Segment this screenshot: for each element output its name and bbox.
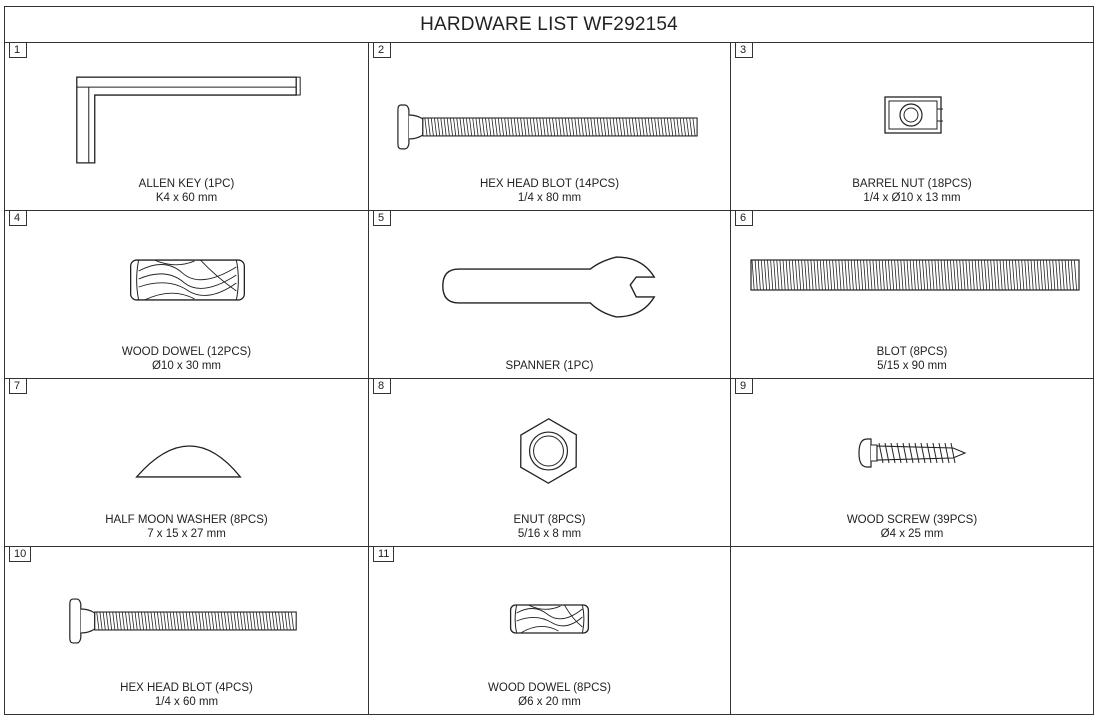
hardware-item-2 xyxy=(369,43,731,211)
hardware-item-10 xyxy=(5,547,369,714)
item-name: SPANNER (1PC) xyxy=(505,360,594,372)
hardware-item-7 xyxy=(5,379,369,547)
item-size: 1/4 x 80 mm xyxy=(517,192,582,204)
item-size: 1/4 x Ø10 x 13 mm xyxy=(863,192,961,204)
allen-key-icon xyxy=(5,59,368,171)
item-number: 1 xyxy=(9,43,27,58)
barrel-nut-icon xyxy=(731,59,1093,171)
item-name: BARREL NUT (18PCS) xyxy=(852,178,972,190)
item-size: 7 x 15 x 27 mm xyxy=(147,528,226,540)
item-size: 1/4 x 60 mm xyxy=(154,696,219,708)
hex-head-bolt-icon xyxy=(5,563,368,675)
item-number: 4 xyxy=(9,211,27,226)
item-number: 6 xyxy=(735,211,753,226)
item-number: 7 xyxy=(9,379,27,394)
spanner-icon xyxy=(369,227,730,339)
item-name: HALF MOON WASHER (8PCS) xyxy=(105,514,268,526)
hardware-grid xyxy=(5,43,1093,714)
hardware-item-4 xyxy=(5,211,369,379)
item-number: 8 xyxy=(373,379,391,394)
item-number: 3 xyxy=(735,43,753,58)
item-name: WOOD DOWEL (12PCS) xyxy=(121,346,252,358)
item-name: HEX HEAD BLOT (14PCS) xyxy=(479,178,620,190)
hardware-sheet xyxy=(4,6,1094,715)
page-title: HARDWARE LIST WF292154 xyxy=(5,7,1093,43)
wood-screw-icon xyxy=(731,395,1093,507)
item-number: 9 xyxy=(735,379,753,394)
hex-head-bolt-icon xyxy=(369,59,730,171)
item-name: WOOD DOWEL (8PCS) xyxy=(488,682,611,694)
hardware-item-3 xyxy=(731,43,1093,211)
hardware-item-5 xyxy=(369,211,731,379)
item-size: Ø4 x 25 mm xyxy=(880,528,944,540)
hardware-item-1 xyxy=(5,43,369,211)
item-size: Ø10 x 30 mm xyxy=(151,360,222,372)
item-size: 5/16 x 8 mm xyxy=(517,528,582,540)
item-name: BLOT (8PCS) xyxy=(876,346,948,358)
item-size: 5/15 x 90 mm xyxy=(877,360,947,372)
threaded-rod-icon xyxy=(731,227,1093,339)
wood-dowel-icon xyxy=(369,563,730,675)
hardware-item-8 xyxy=(369,379,731,547)
hardware-item-11 xyxy=(369,547,731,714)
item-size: Ø6 x 20 mm xyxy=(518,696,581,708)
hardware-item-6 xyxy=(731,211,1093,379)
item-number: 5 xyxy=(373,211,391,226)
half-moon-washer-icon xyxy=(5,395,368,507)
item-number: 11 xyxy=(373,547,394,562)
item-size: K4 x 60 mm xyxy=(155,192,218,204)
item-name: WOOD SCREW (39PCS) xyxy=(846,514,978,526)
wood-dowel-icon xyxy=(5,227,368,339)
item-number: 10 xyxy=(9,547,31,562)
item-name: ALLEN KEY (1PC) xyxy=(138,178,235,190)
empty-cell xyxy=(731,547,1093,714)
hardware-item-9 xyxy=(731,379,1093,547)
item-name: HEX HEAD BLOT (4PCS) xyxy=(120,682,253,694)
hex-nut-icon xyxy=(369,395,730,507)
item-name: ENUT (8PCS) xyxy=(513,514,586,526)
item-number: 2 xyxy=(373,43,391,58)
